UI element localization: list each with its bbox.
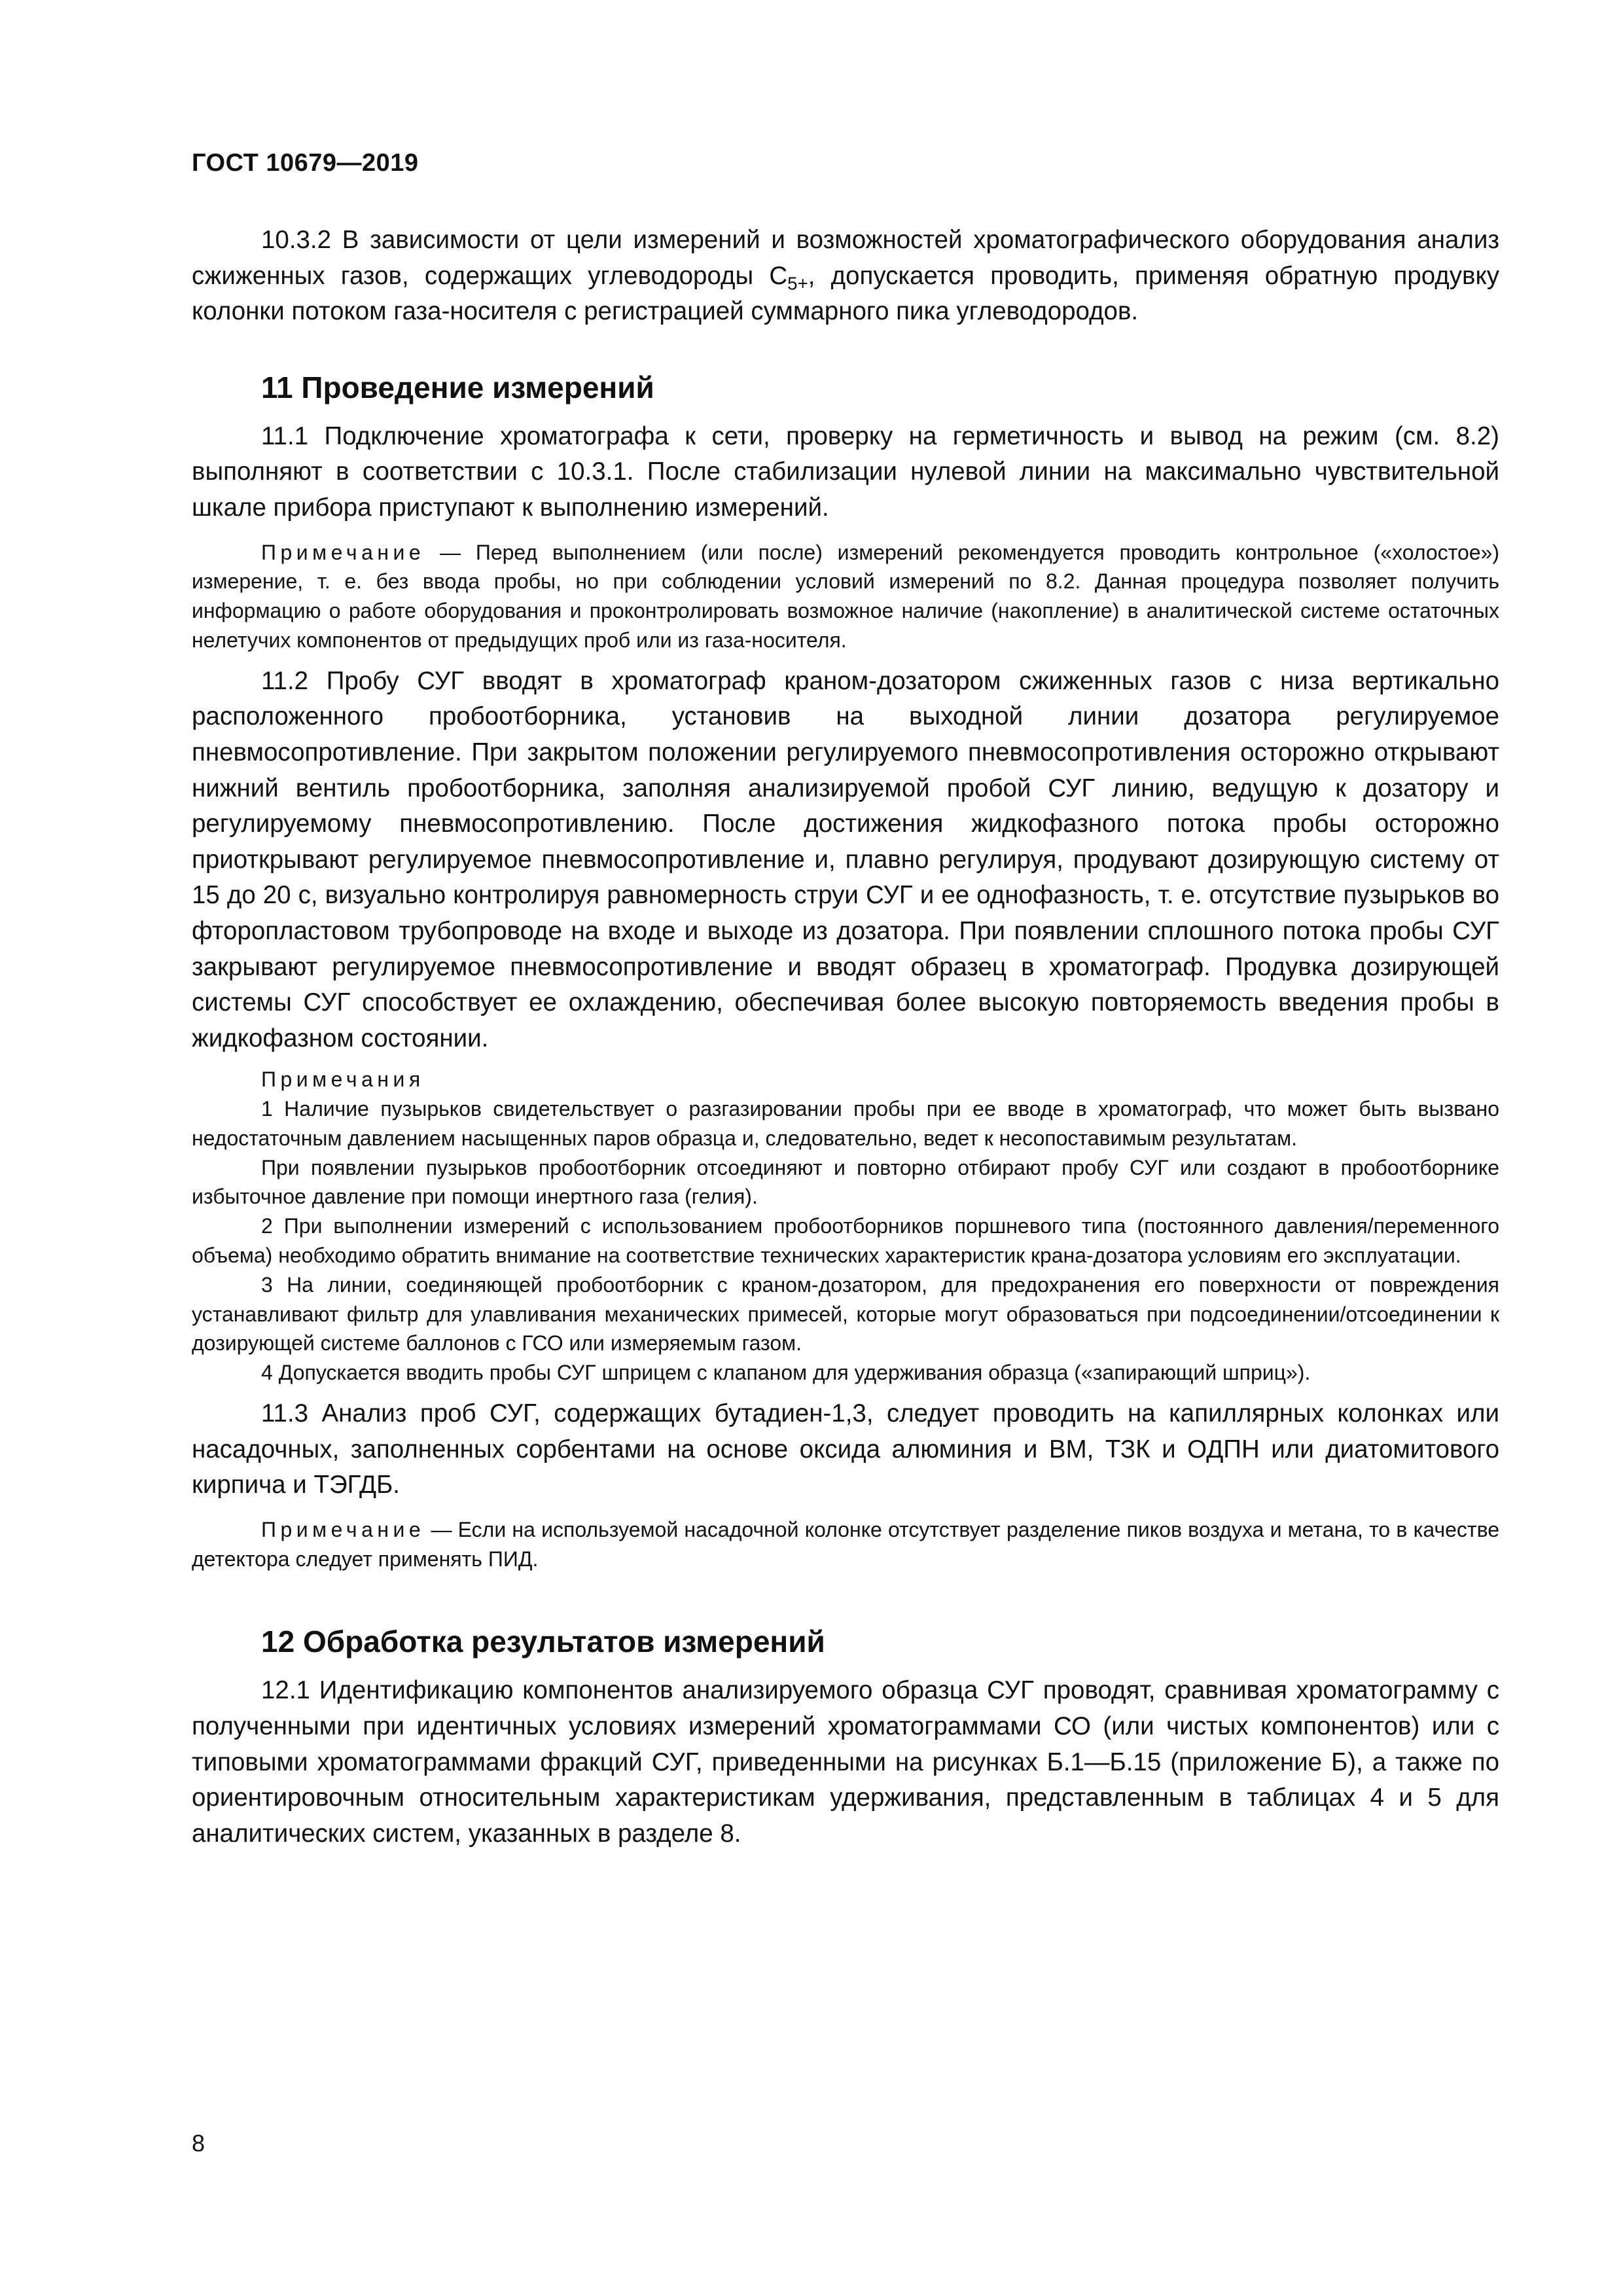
section-heading-11: 11 Проведение измерений [261, 370, 654, 404]
subscript-5plus: 5+ [787, 272, 808, 293]
paragraph-11-3: 11.3 Анализ проб СУГ, содержащих бутадиен-1,3, следует проводить на капиллярных колонках или насадочных, заполненных сорбентами на основе оксида алюминия и ВМ, ТЗК и ОДПН или диатомитового кирпича и ТЭГДБ. [192, 1399, 1499, 1499]
note-11-2-1b: При появлении пузырьков пробоотборник отсоединяют и повторно отбирают пробу СУГ или создают в пробоотборнике избыточное давление при помощи инертного газа (гелия). [192, 1155, 1499, 1209]
note-11-2-3: 3 На линии, соединяющей пробоотборник с краном-дозатором, для предохранения его поверхности от повреждения устанавливают фильтр для улавливания механических примесей, которые могут образоваться при подсоединении/отсоединении к дозирующей системе баллонов с ГСО или измеряемым газом. [192, 1272, 1499, 1355]
page-number: 8 [192, 2130, 205, 2157]
paragraph-12-1: 12.1 Идентификацию компонентов анализируемого образца СУГ проводят, сравнивая хроматограмму с полученными при идентичных условиях измерений хроматограммами СО (или чистых компонентов) или с типовыми хроматограммами фракций СУГ, приведенными на рисунках Б.1—Б.15 (приложение Б), а также по ориентировочным относительным характеристикам удерживания, представленным в таблицах 4 и 5 для аналитических систем, указанных в разделе 8. [192, 1676, 1499, 1848]
note-11-2-2: 2 При выполнении измерений с использованием пробоотборников поршневого типа (постоянного давления/переменного объема) необходимо обратить внимание на соответствие технических характеристик крана-дозатора условиям его эксплуатации. [192, 1214, 1499, 1268]
note-11-2-1: 1 Наличие пузырьков свидетельствует о разгазировании пробы при ее вводе в хроматограф, что может быть вызвано недостаточным давлением насыщенных паров образца и, следовательно, ведет к несопоставимым результатам. [192, 1097, 1499, 1150]
paragraph-11-1: 11.1 Подключение хроматографа к сети, проверку на герметичность и вывод на режим (см. 8.2) выполняют в соответствии с 10.3.1. После стабилизации нулевой линии на максимально чувствительной шкале прибора приступают к выполнению измерений. [192, 422, 1499, 522]
note-11-3: Примечание — Если на используемой насадочной колонке отсутствует разделение пиков воздуха и метана, то в качестве детектора следует применять ПИД. [192, 1517, 1499, 1571]
note-11-2-4: 4 Допускается вводить пробы СУГ шприцем с клапаном для удерживания образца («запирающий шприц»). [261, 1361, 1311, 1385]
document-code-header: ГОСТ 10679—2019 [192, 149, 419, 177]
paragraph-11-2: 11.2 Пробу СУГ вводят в хроматограф краном-дозатором сжиженных газов с низа вертикально расположенного пробоотборника, установив на выходной линии дозатора регулируемое пневмосопротивление. При закрытом положении регулируемого пневмосопротивления осторожно открывают нижний вентиль пробоотборника, заполняя анализируемой пробой СУГ линию, ведущую к дозатору и регулируемому пневмосопротивлению. После достижения жидкофазного потока пробы осторожно приоткрывают регулируемое пневмосопротивление и, плавно регулируя, продувают дозирующую систему от 15 до 20 с, визуально контролируя равномерность струи СУГ и ее однофазность, т. е. отсутствие пузырьков во фторопластовом трубопроводе на входе и выходе из дозатора. При появлении сплошного потока пробы СУГ закрывают регулируемое пневмосопротивление и вводят образец в хроматограф. Продувка дозирующей системы СУГ способствует ее охлаждению, обеспечивая более высокую повторяемость введения пробы в жидкофазном состоянии. [192, 666, 1499, 1052]
paragraph-10-3-2: 10.3.2 В зависимости от цели измерений и возможностей хроматографического оборудования анализ сжиженных газов, содержащих углеводороды $С_{5+}$, допускается проводить, применяя обратную продувку колонки потоком газа-носителя с регистрацией суммарного пика углеводородов. [192, 226, 1499, 326]
notes-title-11-2: Примечания [261, 1067, 425, 1092]
page-content [192, 223, 1499, 1852]
note-11-1: Примечание — Перед выполнением (или после) измерений рекомендуется проводить контрольное («холостое») измерение, т. е. без ввода пробы, но при соблюдении условий измерений по 8.2. Данная процедура позволяет получить информацию о работе оборудования и проконтролировать возможное наличие (накопление) в аналитической системе остаточных нелетучих компонентов от предыдущих проб или из газа-носителя. [192, 540, 1499, 652]
section-heading-12: 12 Обработка результатов измерений [261, 1624, 825, 1659]
